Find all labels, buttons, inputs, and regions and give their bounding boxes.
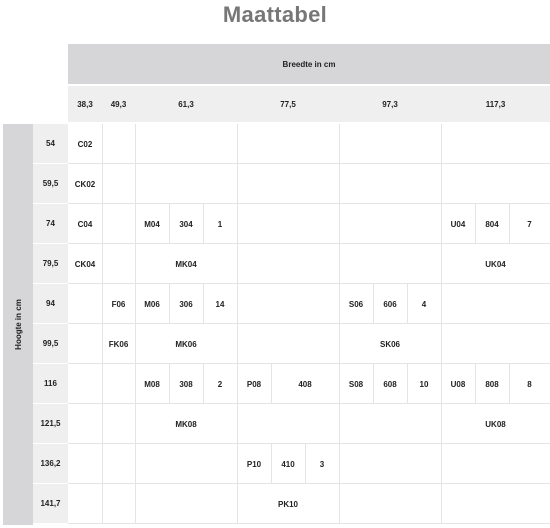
width-cell: 38,3 [68, 86, 103, 122]
size-code: 2 [217, 379, 223, 389]
height-cell: 94 [33, 284, 68, 324]
grid-col-line [237, 204, 238, 244]
size-code: 14 [215, 299, 225, 309]
size-code: U04 [450, 219, 466, 229]
size-code: 3 [319, 459, 325, 469]
grid-col-line [102, 444, 103, 484]
size-code: C02 [77, 139, 93, 149]
size-code: SK06 [379, 339, 400, 349]
width-cell: 97,3 [339, 86, 442, 122]
size-code: M04 [144, 219, 160, 229]
page-title: Maattabel [222, 2, 328, 27]
size-code: S06 [348, 299, 364, 309]
height-cell: 74 [33, 204, 68, 244]
grid-col-line [339, 164, 340, 204]
width-cell: 117,3 [441, 86, 550, 122]
size-code: 808 [485, 379, 499, 389]
size-code: 606 [383, 299, 397, 309]
grid-col-line [135, 124, 136, 164]
size-code: CK02 [74, 179, 96, 189]
width-cell: 49,3 [102, 86, 136, 122]
size-code: 308 [179, 379, 193, 389]
size-code: 410 [281, 459, 295, 469]
grid-col-line [339, 444, 340, 484]
size-code: MK08 [175, 419, 197, 429]
grid-col-line [237, 404, 238, 444]
grid-col-line [237, 244, 238, 284]
size-code: M08 [144, 379, 160, 389]
grid-col-line [102, 164, 103, 204]
grid-col-line [102, 204, 103, 244]
size-code: C04 [77, 219, 93, 229]
height-cell: 54 [33, 124, 68, 164]
size-code: P10 [246, 459, 262, 469]
grid-col-line [339, 244, 340, 284]
grid-col-line [102, 404, 103, 444]
height-cell: 99,5 [33, 324, 68, 364]
grid-col-line [102, 244, 103, 284]
size-code: 304 [179, 219, 193, 229]
size-code: PK10 [277, 499, 298, 509]
size-code: F06 [111, 299, 126, 309]
size-code: 306 [179, 299, 193, 309]
grid-col-line [441, 324, 442, 364]
size-code: UK04 [485, 259, 506, 269]
width-header [68, 44, 550, 84]
width-cell: 61,3 [135, 86, 238, 122]
height-header-label: Hoogte in cm [13, 299, 23, 350]
height-cell: 136,2 [33, 444, 68, 484]
grid-col-line [237, 164, 238, 204]
grid-col-line [102, 364, 103, 404]
grid-col-line [237, 324, 238, 364]
size-code: 608 [383, 379, 397, 389]
grid-col-line [441, 124, 442, 164]
grid-col-line [339, 404, 340, 444]
size-code: 804 [485, 219, 499, 229]
grid-col-line [441, 444, 442, 484]
size-code: CK04 [74, 259, 96, 269]
height-cell: 116 [33, 364, 68, 404]
size-code: 10 [419, 379, 429, 389]
grid-col-line [102, 484, 103, 524]
grid-col-line [441, 284, 442, 324]
width-cell: 77,5 [237, 86, 340, 122]
size-code: MK04 [175, 259, 197, 269]
size-code: 4 [421, 299, 427, 309]
size-code: U08 [450, 379, 466, 389]
height-cell: 121,5 [33, 404, 68, 444]
grid-col-line [441, 164, 442, 204]
grid-col-line [339, 124, 340, 164]
grid-col-line [441, 484, 442, 524]
grid-col-line [237, 284, 238, 324]
size-code: P08 [246, 379, 262, 389]
size-code: 1 [217, 219, 223, 229]
size-code: 8 [527, 379, 532, 389]
size-code: UK08 [485, 419, 506, 429]
size-code: S08 [348, 379, 364, 389]
grid-col-line [135, 444, 136, 484]
grid-col-line [135, 484, 136, 524]
width-header-label: Breedte in cm [282, 59, 336, 69]
grid-col-line [339, 204, 340, 244]
height-cell: 59,5 [33, 164, 68, 204]
size-code: MK06 [175, 339, 197, 349]
height-header [3, 124, 33, 525]
grid-col-line [339, 484, 340, 524]
size-code: FK06 [108, 339, 129, 349]
size-code: M06 [144, 299, 160, 309]
size-code: 408 [298, 379, 312, 389]
grid-col-line [102, 124, 103, 164]
height-cell: 141,7 [33, 484, 68, 524]
grid-col-line [135, 164, 136, 204]
grid-col-line [237, 124, 238, 164]
grid-row-line [68, 163, 550, 164]
height-cell: 79,5 [33, 244, 68, 284]
size-code: 7 [527, 219, 532, 229]
